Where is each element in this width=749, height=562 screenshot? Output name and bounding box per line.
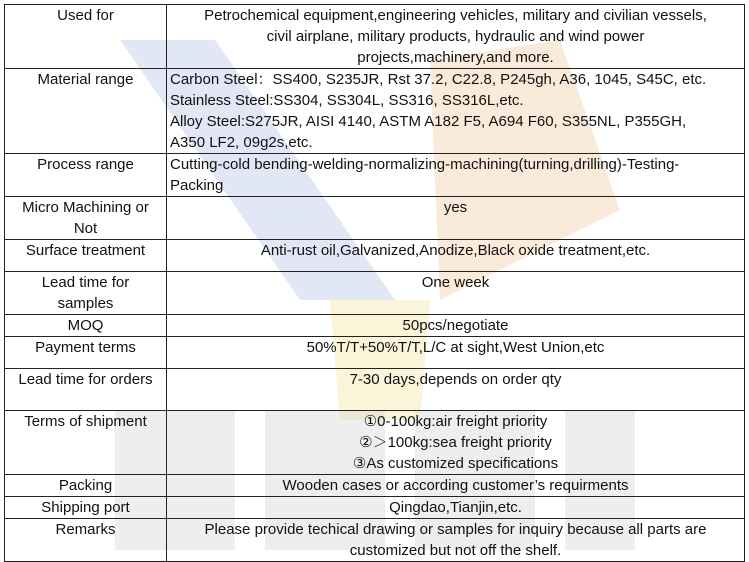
row-label: Payment terms (5, 337, 167, 369)
row-label: Process range (5, 154, 167, 197)
table-row (5, 411, 745, 475)
row-label: Lead time for orders (5, 369, 167, 411)
row-value: Please provide techical drawing or samples for inquiry because all parts are customized but not off the shelf. (167, 519, 745, 562)
row-value: 50%T/T+50%T/T,L/C at sight,West Union,etc (167, 337, 745, 369)
table-row (5, 337, 745, 369)
row-value: One week (167, 272, 745, 315)
row-label: Shipping port (5, 497, 167, 519)
row-value: Cutting-cold bending-welding-normalizing-machining(turning,drilling)-Testing- Packing (167, 154, 745, 197)
table-row (5, 5, 745, 69)
table-row (5, 197, 745, 240)
row-label: Used for (5, 5, 167, 69)
row-value: Wooden cases or according customer’s requirments (167, 475, 745, 497)
table-row (5, 315, 745, 337)
row-label: Packing (5, 475, 167, 497)
row-label: Terms of shipment (5, 411, 167, 475)
row-label: Surface treatment (5, 240, 167, 272)
table-row (5, 475, 745, 497)
row-value: yes (167, 197, 745, 240)
table-row (5, 369, 745, 411)
row-value: Carbon Steel：SS400, S235JR, Rst 37.2, C22.8, P245gh, A36, 1045, S45C, etc. Stainless Steel:SS304, SS304L, SS316, SS316L,etc. Alloy Steel:S275JR, AISI 4140, ASTM A182 F5, A694 F60, S355NL, P355GH, A350 LF2, 09g2s,etc. (167, 69, 745, 154)
row-value: 50pcs/negotiate (167, 315, 745, 337)
row-value: Petrochemical equipment,engineering vehicles, military and civilian vessels, civil airplane, military products, hydraulic and wind power projects,machinery,and more. (167, 5, 745, 69)
spec-table (4, 4, 745, 562)
table-row (5, 240, 745, 272)
row-label: Micro Machining or Not (5, 197, 167, 240)
row-value: 7-30 days,depends on order qty (167, 369, 745, 411)
table-row (5, 69, 745, 154)
table-row (5, 272, 745, 315)
row-value: Qingdao,Tianjin,etc. (167, 497, 745, 519)
table-row (5, 497, 745, 519)
row-label: MOQ (5, 315, 167, 337)
row-label: Lead time for samples (5, 272, 167, 315)
table-row (5, 519, 745, 562)
row-label: Material range (5, 69, 167, 154)
table-row (5, 154, 745, 197)
row-value: Anti-rust oil,Galvanized,Anodize,Black oxide treatment,etc. (167, 240, 745, 272)
row-value: ①0-100kg:air freight priority ②＞100kg:sea freight priority ③As customized specifications (167, 411, 745, 475)
row-label: Remarks (5, 519, 167, 562)
